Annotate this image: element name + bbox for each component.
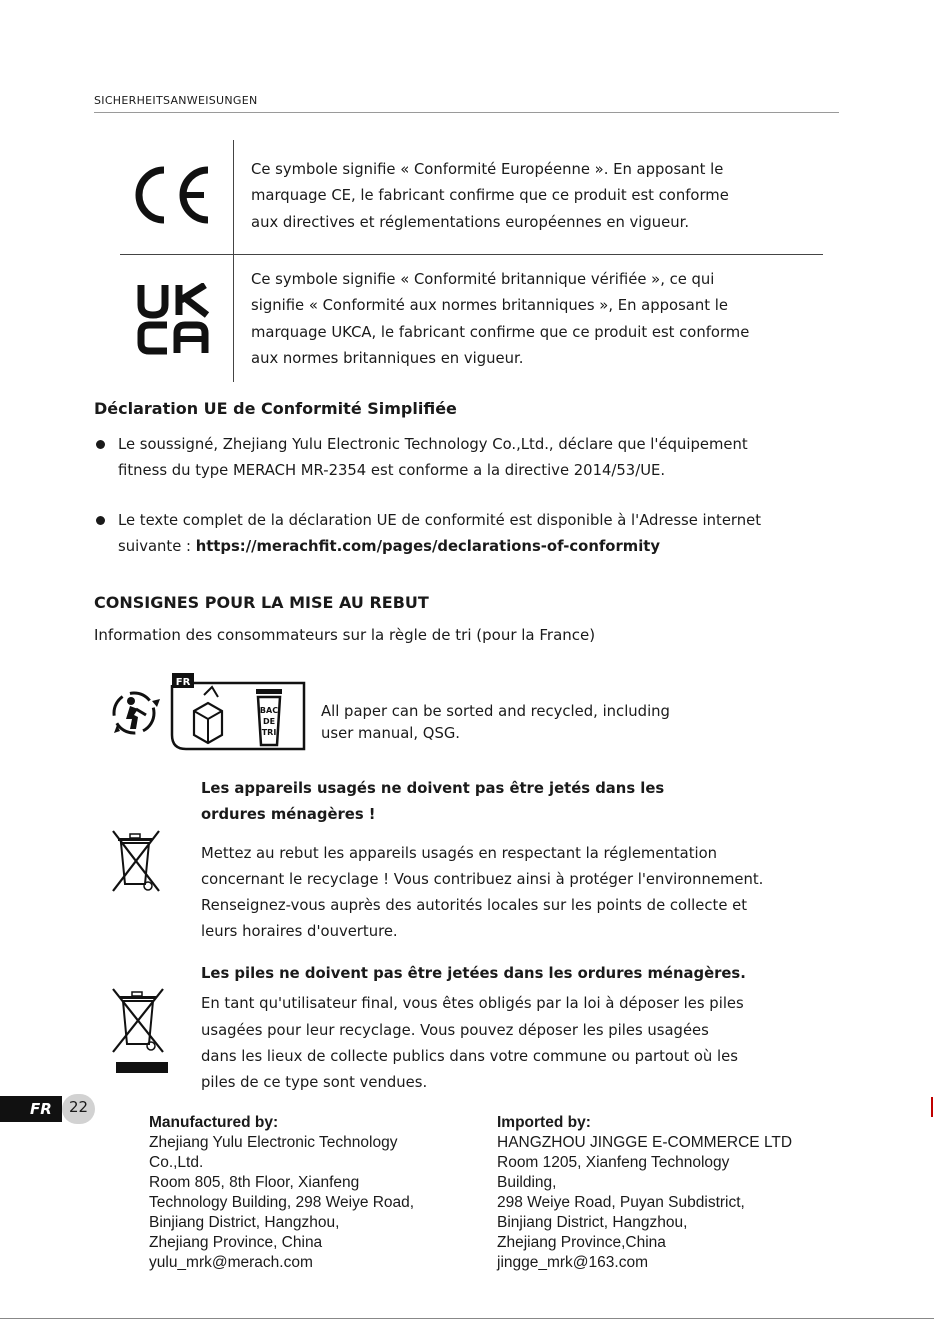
battery-body-line: piles de ce type sont vendues. [201, 1074, 428, 1092]
ce-description-line: marquage CE, le fabricant confirme que ce produit est conforme [251, 187, 729, 205]
triman-text-line: All paper can be sorted and recycled, including [321, 703, 670, 720]
bullet-dot [96, 516, 105, 525]
weee-body-line: leurs horaires d'ouverture. [201, 923, 398, 941]
bullet-line: Le texte complet de la déclaration UE de conformité est disponible à l'Adresse internet [118, 512, 762, 529]
disposal-title: CONSIGNES POUR LA MISE AU REBUT [94, 593, 429, 612]
ukca-description-line: aux normes britanniques en vigueur. [251, 349, 524, 367]
battery-body-line: usagées pour leur recyclage. Vous pouvez déposer les piles usagées [201, 1021, 709, 1039]
ukca-description-line: Ce symbole signifie « Conformité britannique vérifiée », ce qui [251, 271, 715, 288]
symbol-table-horizontal-divider [120, 254, 823, 255]
bottom-divider [0, 1318, 934, 1319]
manufacturer-email[interactable]: yulu_mrk@merach.com [149, 1254, 313, 1271]
weee-body-line: Renseignez-vous auprès des autorités locales sur les points de collecte et [201, 897, 748, 915]
svg-text:FR: FR [175, 677, 191, 688]
weee-heading: ordures ménagères ! [201, 806, 376, 824]
conformity-link[interactable]: https://merachfit.com/pages/declarations-of-conformity [195, 538, 660, 555]
address-line: Building, [497, 1174, 557, 1191]
address-line: Binjiang District, Hangzhou, [497, 1214, 688, 1231]
manufacturer-label: Manufactured by: [149, 1114, 279, 1131]
page-number: 22 [68, 1098, 89, 1116]
ce-description-line: aux directives et réglementations européennes en vigueur. [251, 213, 690, 231]
bullet-line: Le soussigné, Zhejiang Yulu Electronic Technology Co.,Ltd., déclare que l'équipement [118, 436, 748, 453]
ukca-description-line: signifie « Conformité aux normes britanniques », En apposant le [251, 297, 728, 315]
importer-address [497, 1113, 792, 1273]
language-label: FR [30, 1100, 52, 1118]
manufacturer-address [149, 1113, 414, 1273]
weee-body-line: concernant le recyclage ! Vous contribuez ainsi à protéger l'environnement. [201, 870, 764, 888]
declaration-bullet-1 [118, 432, 748, 484]
svg-text:TRI: TRI [261, 728, 277, 737]
importer-label: Imported by: [497, 1114, 591, 1131]
ce-mark-icon [130, 164, 212, 226]
address-line: Room 805, 8th Floor, Xianfeng [149, 1174, 360, 1191]
header-title: SICHERHEITSANWEISUNGEN [94, 94, 258, 107]
address-line: Co.,Ltd. [149, 1154, 204, 1171]
edge-marker [931, 1097, 933, 1117]
triman-person-icon [114, 693, 160, 733]
address-line: 298 Weiye Road, Puyan Subdistrict, [497, 1194, 745, 1211]
battery-body-line: En tant qu'utilisateur final, vous êtes obligés par la loi à déposer les piles [201, 995, 744, 1013]
declaration-bullet-2 [118, 508, 761, 560]
sorting-bin-icon [256, 689, 282, 745]
symbol-table-vertical-divider [233, 140, 234, 382]
bullet-line: fitness du type MERACH MR-2354 est conforme a la directive 2014/53/UE. [118, 462, 666, 479]
bullet-dot [96, 440, 105, 449]
disposal-info: Information des consommateurs sur la règle de tri (pour la France) [94, 626, 596, 644]
weee-heading: Les appareils usagés ne doivent pas être jetés dans les [201, 780, 665, 797]
address-line: Zhejiang Yulu Electronic Technology [149, 1134, 398, 1151]
address-line: HANGZHOU JINGGE E-COMMERCE LTD [497, 1134, 793, 1151]
header-divider [94, 112, 839, 113]
svg-text:DE: DE [262, 717, 276, 726]
ce-description [251, 157, 811, 236]
triman-text [321, 701, 670, 745]
triman-sorting-logo [108, 671, 310, 753]
address-line: Binjiang District, Hangzhou, [149, 1214, 340, 1231]
address-line: Room 1205, Xianfeng Technology [497, 1154, 730, 1171]
ukca-mark-icon [137, 283, 211, 355]
bullet-line [118, 534, 761, 560]
battery-heading: Les piles ne doivent pas être jetées dans les ordures ménagères. [201, 965, 746, 982]
crossed-bin-icon [110, 828, 162, 894]
address-line: Zhejiang Province, China [149, 1234, 323, 1251]
declaration-title: Déclaration UE de Conformité Simplifiée [94, 399, 457, 418]
battery-body-line: dans les lieux de collecte publics dans votre commune ou partout où les [201, 1047, 738, 1065]
weee-block [201, 776, 763, 946]
triman-text-line: user manual, QSG. [321, 725, 461, 742]
bullet-prefix: suivante : [118, 538, 196, 555]
paper-box-icon [194, 687, 222, 743]
weee-body-line: Mettez au rebut les appareils usagés en respectant la réglementation [201, 844, 718, 862]
ce-description-line: Ce symbole signifie « Conformité Européenne ». En apposant le [251, 161, 724, 178]
address-line: Technology Building, 298 Weiye Road, [149, 1194, 415, 1211]
svg-text:BAC: BAC [259, 706, 279, 715]
address-line: Zhejiang Province,China [497, 1234, 666, 1251]
ukca-description [251, 267, 811, 372]
importer-email[interactable]: jingge_mrk@163.com [497, 1254, 648, 1271]
crossed-battery-bin-icon [110, 986, 170, 1076]
ukca-description-line: marquage UKCA, le fabricant confirme que ce produit est conforme [251, 323, 750, 341]
battery-block [201, 961, 746, 1096]
